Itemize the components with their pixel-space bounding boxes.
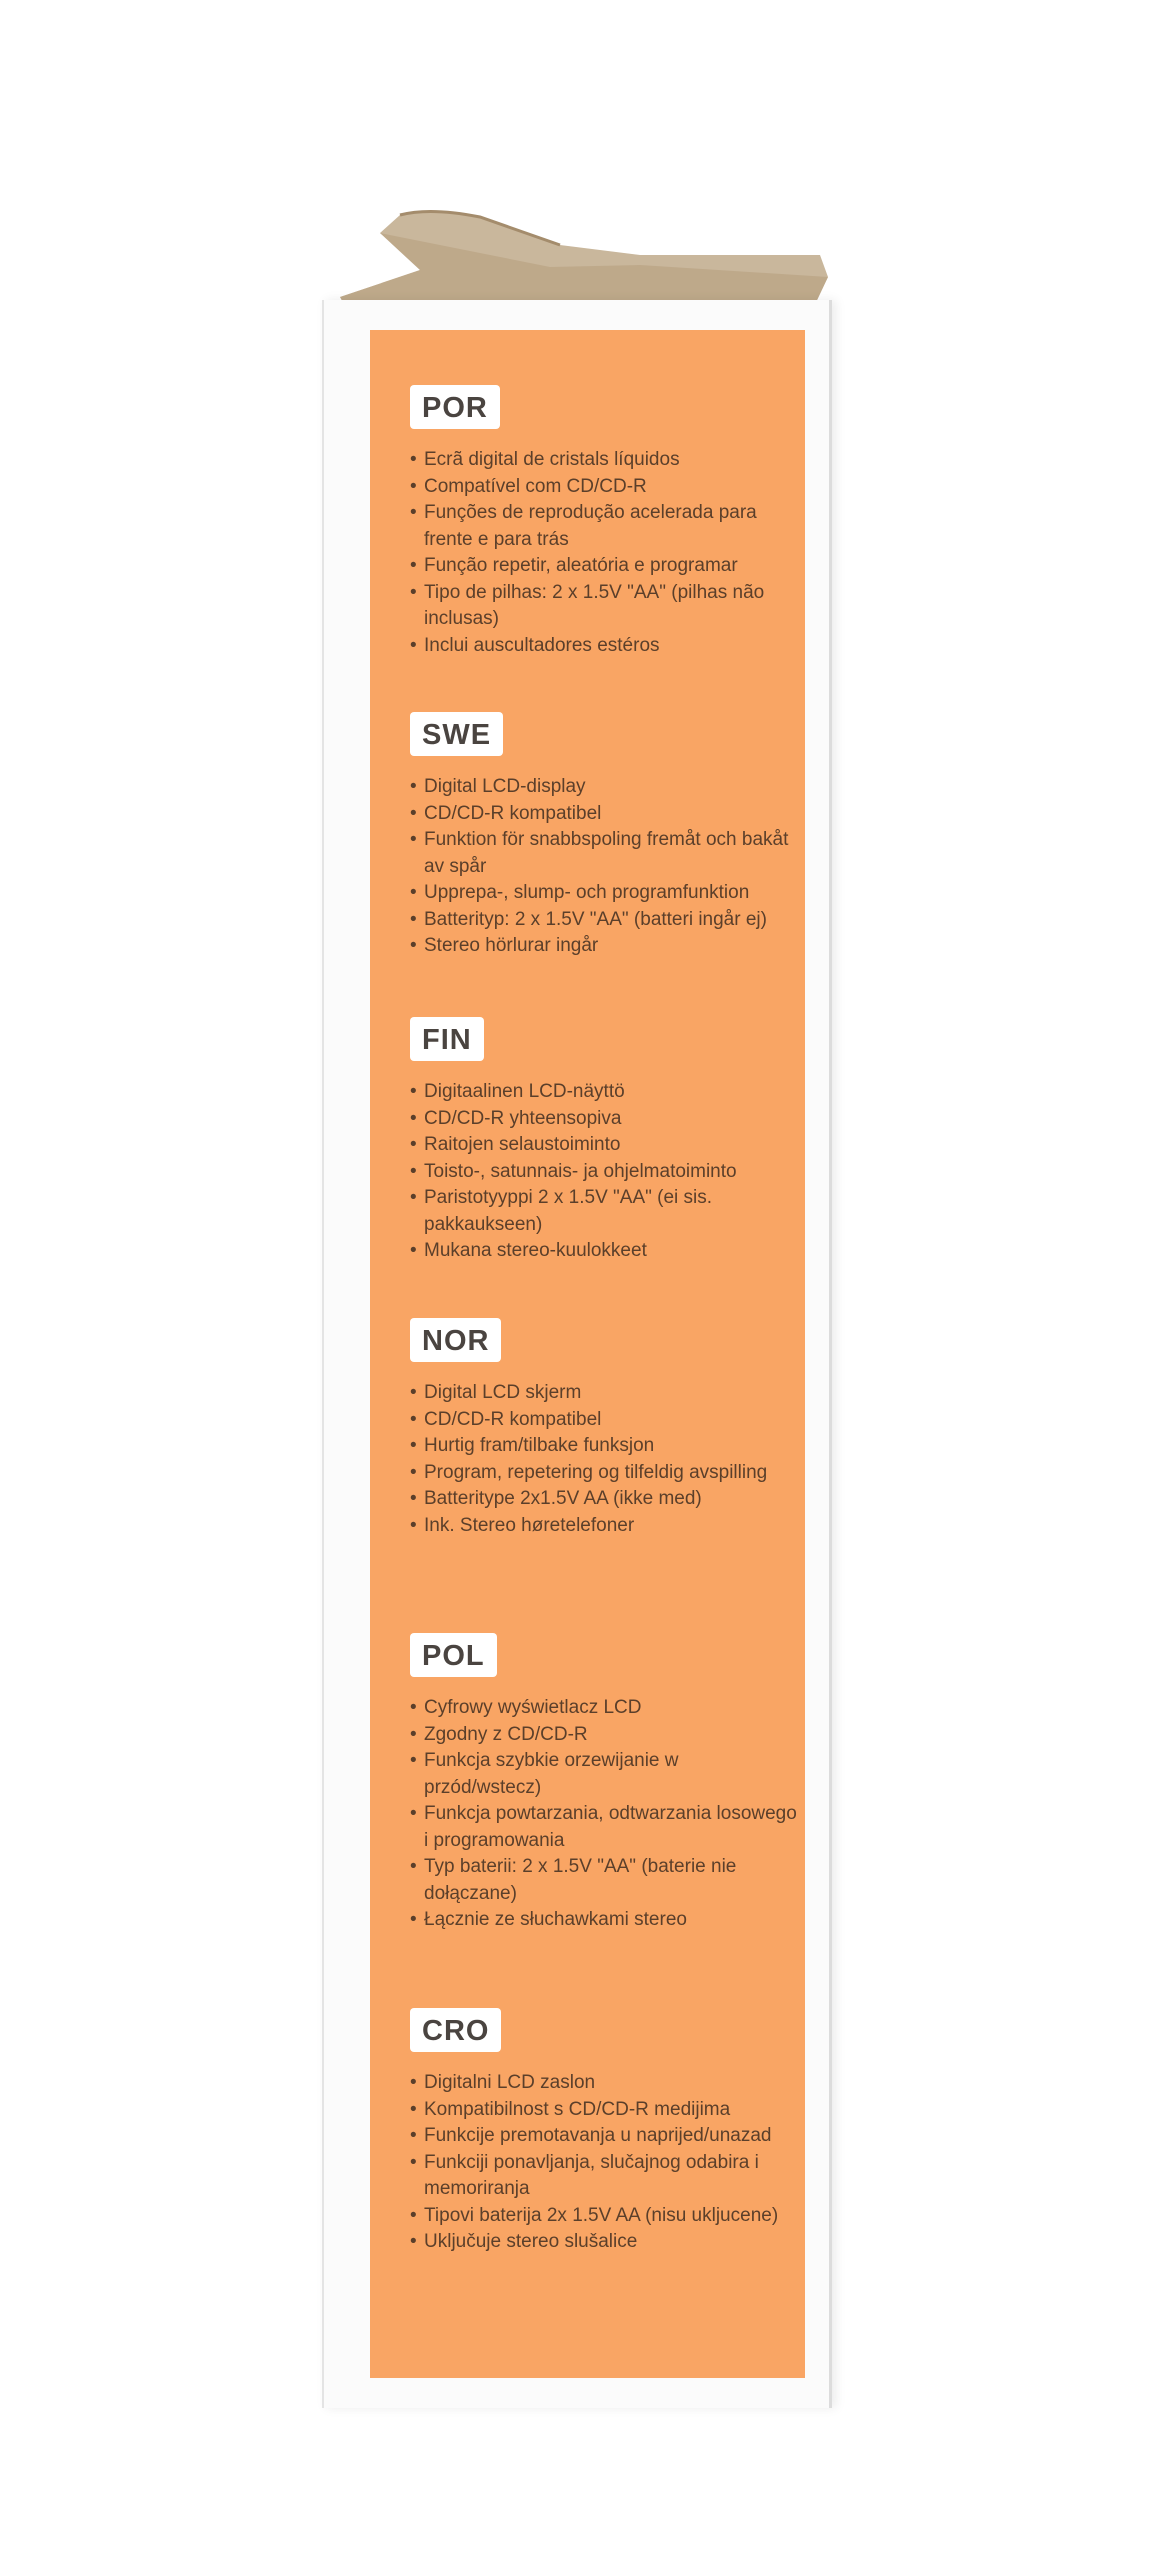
list-item: • Toisto-, satunnais- ja ohjelmatoiminto: [410, 1159, 800, 1186]
language-label-swe: SWE: [410, 712, 503, 756]
list-item: • Ecrã digital de cristals líquidos: [410, 447, 800, 474]
feature-list-swe: [410, 774, 800, 960]
list-item: • Inclui auscultadores estéros: [410, 633, 800, 660]
list-item: • Digital LCD-display: [410, 774, 800, 801]
section-nor: [410, 1318, 800, 1539]
list-item: • Stereo hörlurar ingår: [410, 933, 800, 960]
list-item: • Compatível com CD/CD-R: [410, 474, 800, 501]
language-label-fin: FIN: [410, 1017, 484, 1061]
list-item: • Batteritype 2x1.5V AA (ikke med): [410, 1486, 800, 1513]
list-item: • CD/CD-R yhteensopiva: [410, 1106, 800, 1133]
list-item: • Digital LCD skjerm: [410, 1380, 800, 1407]
feature-list-cro: [410, 2070, 800, 2256]
list-item: • Tipo de pilhas: 2 x 1.5V "AA" (pilhas não inclusas): [410, 580, 800, 633]
section-pol: [410, 1633, 800, 1934]
language-label-pol: POL: [410, 1633, 497, 1677]
list-item: • Raitojen selaustoiminto: [410, 1132, 800, 1159]
list-item: • Typ baterii: 2 x 1.5V "AA" (baterie nie dołączane): [410, 1854, 800, 1907]
list-item: • Funkcja szybkie orzewijanie w przód/wstecz): [410, 1748, 800, 1801]
section-swe: [410, 712, 800, 960]
list-item: • Funkcije premotavanja u naprijed/unazad: [410, 2123, 800, 2150]
list-item: • Função repetir, aleatória e programar: [410, 553, 800, 580]
feature-list-por: [410, 447, 800, 659]
list-item: • Digitaalinen LCD-näyttö: [410, 1079, 800, 1106]
list-item: • Uključuje stereo slušalice: [410, 2229, 800, 2256]
list-item: • Hurtig fram/tilbake funksjon: [410, 1433, 800, 1460]
feature-list-fin: [410, 1079, 800, 1265]
language-label-nor: NOR: [410, 1318, 501, 1362]
list-item: • Funkcja powtarzania, odtwarzania losowego i programowania: [410, 1801, 800, 1854]
language-label-cro: CRO: [410, 2008, 501, 2052]
section-por: [410, 385, 800, 659]
section-fin: [410, 1017, 800, 1265]
list-item: • Funções de reprodução acelerada para frente e para trás: [410, 500, 800, 553]
list-item: • Zgodny z CD/CD-R: [410, 1722, 800, 1749]
list-item: • Upprepa-, slump- och programfunktion: [410, 880, 800, 907]
list-item: • Digitalni LCD zaslon: [410, 2070, 800, 2097]
list-item: • Tipovi baterija 2x 1.5V AA (nisu ukljucene): [410, 2203, 800, 2230]
list-item: • Cyfrowy wyświetlacz LCD: [410, 1695, 800, 1722]
section-cro: [410, 2008, 800, 2256]
list-item: • Funkciji ponavljanja, slučajnog odabira i memoriranja: [410, 2150, 800, 2203]
list-item: • Paristotyyppi 2 x 1.5V "AA" (ei sis. pakkaukseen): [410, 1185, 800, 1238]
list-item: • Mukana stereo-kuulokkeet: [410, 1238, 800, 1265]
list-item: • CD/CD-R kompatibel: [410, 801, 800, 828]
list-item: • CD/CD-R kompatibel: [410, 1407, 800, 1434]
list-item: • Funktion för snabbspoling fremåt och bakåt av spår: [410, 827, 800, 880]
list-item: • Program, repetering og tilfeldig avspilling: [410, 1460, 800, 1487]
list-item: • Łącznie ze słuchawkami stereo: [410, 1907, 800, 1934]
feature-list-pol: [410, 1695, 800, 1934]
language-label-por: POR: [410, 385, 500, 429]
feature-list-nor: [410, 1380, 800, 1539]
list-item: • Kompatibilnost s CD/CD-R medijima: [410, 2097, 800, 2124]
list-item: • Ink. Stereo høretelefoner: [410, 1513, 800, 1540]
list-item: • Batterityp: 2 x 1.5V "AA" (batteri ingår ej): [410, 907, 800, 934]
